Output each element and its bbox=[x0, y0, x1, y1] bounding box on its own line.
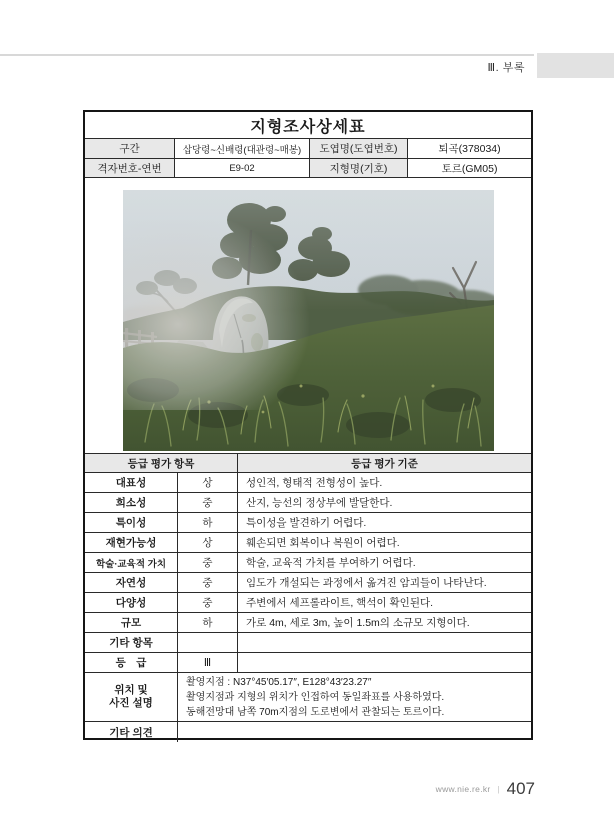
shooting-point-coordinates: 촬영지점 : N37°45′05.17″, E128°43′23.27″ bbox=[186, 676, 372, 688]
rating-criteria bbox=[237, 633, 531, 652]
rating-item: 다양성 bbox=[115, 597, 147, 609]
rating-grade: 중 bbox=[177, 553, 237, 572]
rating-criteria: 주변에서 세프롤라이트, 핵석이 확인된다. bbox=[237, 593, 531, 612]
rating-criteria: 특이성을 발견하기 어렵다. bbox=[237, 513, 531, 532]
other-opinion-value bbox=[177, 722, 531, 742]
table-title: 지형조사상세표 bbox=[250, 118, 366, 136]
rating-criteria: 성인적, 형태적 전형성이 높다. bbox=[237, 473, 531, 492]
rating-grade: Ⅲ bbox=[177, 653, 237, 672]
rating-row-other-items bbox=[85, 632, 531, 652]
landform-label-cell: 지형명(기호) bbox=[309, 159, 407, 177]
rating-row-uniqueness bbox=[85, 512, 531, 532]
rating-grade: 상 bbox=[177, 533, 237, 552]
rating-row-diversity bbox=[85, 592, 531, 612]
other-opinion-row bbox=[85, 721, 531, 742]
rating-criteria: 산지, 능선의 정상부에 발달한다. bbox=[237, 493, 531, 512]
rating-item: 희소성 bbox=[115, 497, 147, 509]
location-label bbox=[85, 673, 177, 721]
mapsheet-label-cell: 도엽명(도엽번호) bbox=[309, 139, 407, 158]
rating-item: 학술·교육적 가치 bbox=[95, 558, 167, 570]
rating-item: 대표성 bbox=[115, 477, 147, 489]
rating-grade: 중 bbox=[177, 573, 237, 592]
rating-grade: 하 bbox=[177, 613, 237, 632]
rating-grade bbox=[177, 633, 237, 652]
table-title-row bbox=[85, 112, 531, 138]
info-row-1 bbox=[85, 138, 531, 158]
landform-value-cell: 토르(GM05) bbox=[407, 159, 531, 177]
rating-row-representativeness bbox=[85, 472, 531, 492]
page-footer bbox=[436, 779, 535, 799]
ratings-criteria-header: 등급 평가 기준 bbox=[237, 454, 531, 472]
rating-criteria bbox=[237, 653, 531, 672]
rating-grade: 중 bbox=[177, 593, 237, 612]
rating-row-rarity bbox=[85, 492, 531, 512]
footer-separator: | bbox=[497, 784, 500, 794]
location-label-line1: 위치 및 bbox=[114, 684, 148, 696]
other-opinion-label: 기타 의견 bbox=[109, 726, 153, 739]
rating-criteria: 임도가 개설되는 과정에서 옮겨진 암괴들이 나타난다. bbox=[237, 573, 531, 592]
grid-value-cell: E9-02 bbox=[174, 159, 309, 177]
rating-row-overall-grade bbox=[85, 652, 531, 672]
grid-label-cell: 격자번호-연번 bbox=[85, 159, 174, 177]
section-value-cell: 삽당령~신배령(대관령~매봉) bbox=[174, 139, 309, 158]
section-label-cell: 구간 bbox=[85, 139, 174, 158]
rating-item: 규모 bbox=[120, 617, 142, 629]
rating-criteria: 가로 4m, 세로 3m, 높이 1.5m의 소규모 지형이다. bbox=[237, 613, 531, 632]
rating-row-reproducibility bbox=[85, 532, 531, 552]
location-row bbox=[85, 672, 531, 721]
location-description bbox=[177, 673, 531, 721]
rating-item: 기타 항목 bbox=[109, 637, 153, 649]
rating-criteria: 훼손되면 회복이나 복원이 어렵다. bbox=[237, 533, 531, 552]
observation-note: 동해전망대 남쪽 70m지점의 도로변에서 관찰되는 토르이다. bbox=[186, 706, 445, 718]
site-photo bbox=[123, 190, 494, 451]
rating-grade: 하 bbox=[177, 513, 237, 532]
location-label-line2: 사진 설명 bbox=[109, 697, 153, 709]
photo-row bbox=[85, 177, 531, 453]
rating-item: 특이성 bbox=[115, 517, 147, 529]
ratings-item-header: 등급 평가 항목 bbox=[85, 454, 237, 472]
location-note: 촬영지점과 지형의 위치가 인접하여 동일좌표를 사용하였다. bbox=[186, 691, 445, 703]
site-photo-illustration bbox=[123, 190, 494, 451]
header-rule bbox=[0, 54, 534, 56]
chapter-side-tab bbox=[537, 53, 614, 78]
page-number: 407 bbox=[506, 779, 535, 798]
rating-grade: 상 bbox=[177, 473, 237, 492]
rating-item: 자연성 bbox=[115, 577, 147, 589]
info-row-2 bbox=[85, 158, 531, 177]
rating-grade: 중 bbox=[177, 493, 237, 512]
mapsheet-value-cell: 퇴곡(378034) bbox=[407, 139, 531, 158]
ratings-header-row bbox=[85, 453, 531, 472]
survey-detail-table bbox=[83, 110, 533, 740]
section-label: Ⅲ. 부록 bbox=[487, 62, 525, 74]
rating-item: 등 급 bbox=[115, 657, 147, 669]
rating-row-naturalness bbox=[85, 572, 531, 592]
rating-criteria: 학술, 교육적 가치를 부여하기 어렵다. bbox=[237, 553, 531, 572]
rating-row-academic-value bbox=[85, 552, 531, 572]
rating-item: 재현가능성 bbox=[105, 537, 157, 549]
footer-website: www.nie.re.kr bbox=[435, 784, 491, 794]
rating-row-scale bbox=[85, 612, 531, 632]
